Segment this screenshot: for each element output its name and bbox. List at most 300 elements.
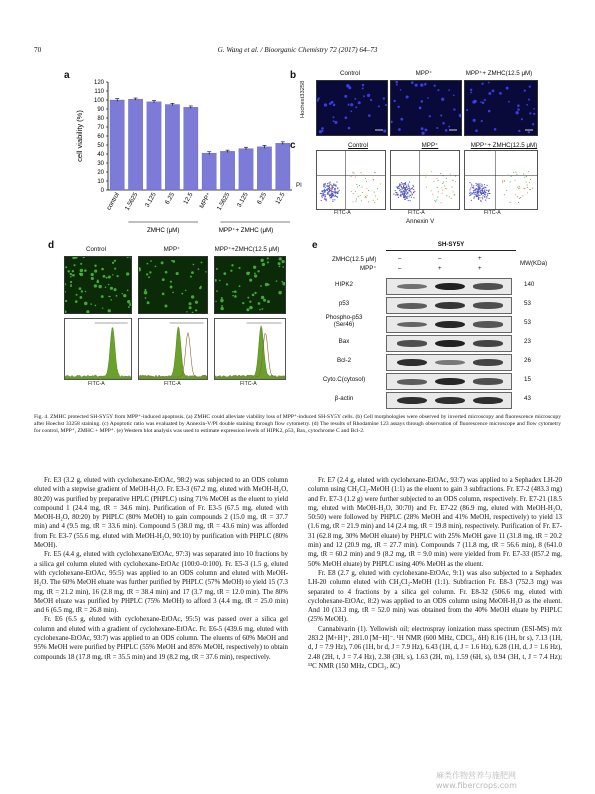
event xyxy=(321,195,322,196)
blot-band xyxy=(397,340,427,346)
blot-band xyxy=(473,397,503,404)
event xyxy=(413,189,414,190)
event xyxy=(502,182,503,183)
cell-spot xyxy=(110,299,112,301)
blot-mw: 53 xyxy=(524,300,531,307)
cell-spot xyxy=(189,306,192,309)
cell-spot xyxy=(253,266,256,269)
event xyxy=(365,196,366,197)
event xyxy=(484,187,485,188)
event xyxy=(442,190,443,191)
event xyxy=(446,195,447,196)
cell-spot xyxy=(91,273,94,276)
event xyxy=(404,197,405,198)
blot-membrane xyxy=(386,335,512,352)
event xyxy=(332,199,333,200)
event xyxy=(411,197,412,198)
nucleus xyxy=(429,115,431,117)
micrograph-d-mpp xyxy=(138,256,208,314)
event xyxy=(426,187,427,188)
nucleus xyxy=(331,101,334,104)
cell-spot xyxy=(216,290,218,292)
cell-spot xyxy=(150,260,152,262)
event xyxy=(479,186,480,187)
cell-spot xyxy=(223,272,226,275)
event xyxy=(483,192,484,193)
paragraph: Fr. E3 (3.2 g, eluted with cyclohexane-EtOAc, 98:2) was subjected to an ODS column eluted with a stepwise gradient of MeOH-H₂O. Fr. E3-3 (67.2 mg, eluted with MeOH-H₂O, 80:20) was purified by preparative HPLC (PHPLC) using 71% MeOH as the eluent to yield compound 1 (24.4 mg, tR = 34.6 min). Purification of Fr. E3-5 (67.5 mg, eluted with MeOH-H₂O, 80:20) by PHPLC (80% MeOH) to gain compounds 2 (15.0 mg, tR = 37.7 min) and 4 (9.5 mg, tR = 33.6 min). Compound 5 (38.0 mg, tR = 43.6 min) was afforded from Fr. E3-7 (55.6 mg, eluted with MeOH-H₂O, 90:10) by purification with PHPLC (80% MeOH). xyxy=(34,477,288,550)
cell-spot xyxy=(254,272,256,274)
nucleus xyxy=(362,87,364,89)
event xyxy=(517,187,518,188)
nucleus xyxy=(532,123,534,125)
cell-spot xyxy=(76,294,78,296)
y-tick-label: 70 xyxy=(97,125,104,131)
blot-row xyxy=(304,371,554,391)
event xyxy=(477,184,478,185)
event xyxy=(426,175,427,176)
cell-spot xyxy=(147,263,149,265)
event xyxy=(484,194,485,195)
flow-plot-control xyxy=(316,150,386,210)
event xyxy=(325,196,326,197)
c-ylabel-pi: PI xyxy=(296,182,302,189)
event xyxy=(408,186,409,187)
nucleus xyxy=(481,83,483,85)
c-col-mpp: MPP⁺ xyxy=(421,142,439,149)
event xyxy=(336,181,337,182)
event xyxy=(479,188,480,189)
y-tick-label: 110 xyxy=(94,89,104,95)
event xyxy=(480,192,481,193)
event xyxy=(395,192,396,193)
event xyxy=(476,183,477,184)
blot-band xyxy=(435,397,465,404)
event xyxy=(377,199,378,200)
event xyxy=(404,199,405,200)
cell-spot xyxy=(171,260,173,262)
blot-band xyxy=(473,302,503,308)
nucleus xyxy=(427,97,429,99)
x-tick-label: 12.5 xyxy=(274,191,287,206)
cell-spot xyxy=(215,301,216,302)
cell-spot xyxy=(164,304,167,307)
bar xyxy=(128,99,142,190)
nucleus xyxy=(494,128,497,131)
event xyxy=(520,197,521,198)
event xyxy=(331,192,332,193)
histogram-fill xyxy=(65,328,131,379)
cell-spot xyxy=(242,302,244,304)
event xyxy=(473,197,474,198)
blot-band xyxy=(397,359,427,366)
cell-spot xyxy=(103,275,106,278)
nucleus xyxy=(526,104,528,106)
nucleus xyxy=(529,112,531,114)
event xyxy=(321,200,322,201)
event xyxy=(322,193,323,194)
event xyxy=(446,181,447,182)
event xyxy=(449,196,450,197)
event xyxy=(441,202,442,203)
cell-spot xyxy=(165,271,168,274)
nucleus xyxy=(393,100,395,102)
event xyxy=(518,202,519,203)
cell-spot xyxy=(198,268,200,270)
event xyxy=(413,186,414,187)
nucleus xyxy=(415,84,418,87)
cell-spot xyxy=(249,301,251,303)
event xyxy=(482,190,483,191)
paragraph: Fr. E6 (6.5 g, eluted with cyclohexane-EtOAc, 95:5) was passed over a silica gel column and eluted with a gradient of cyclohexane-EtOAc. Fr. E6-5 (439.6 mg, eluted with cyclohexane-EtOAc, 93:7) was applied to an ODS column. The eluents of 60% MeOH and 95% MeOH were purified by PHPLC (55% MeOH and 85% MeOH, respectively) to obtain compounds 18 (17.8 mg, tR = 35.5 min) and 19 (8.2 mg, tR = 37.6 min), respectively. xyxy=(34,616,288,661)
paragraph: Fr. E8 (2.7 g, eluted with cyclohexane-EtOAc, 9:1) was also subjected to a Sephadex LH-20 column eluted with CH₂Cl₂-MeOH (1:1). Subfraction Fr. E8-3 (752.3 mg) was separated to 4 fractions by a silica gel column. Fr. E8-32 (506.6 mg, eluted with cyclohexane-EtOAc, 8:2) was applied to an ODS column using MeOH-H₂O as the eluent. And 10 (13.3 mg, tR = 52.0 min) was obtained from the 40% MeOH eluate by PHPLC (25% MeOH). xyxy=(308,569,562,624)
blot-band xyxy=(435,302,465,309)
histogram-control-overlay xyxy=(215,334,285,379)
event xyxy=(522,195,523,196)
blot-band xyxy=(435,321,465,329)
event xyxy=(339,190,340,191)
cell-spot xyxy=(95,305,97,307)
event xyxy=(404,187,405,188)
event xyxy=(406,185,407,186)
cell-spot xyxy=(191,271,194,274)
event xyxy=(407,193,408,194)
cell-spot xyxy=(181,293,183,295)
event xyxy=(332,186,333,187)
event xyxy=(474,196,475,197)
event xyxy=(402,192,403,193)
event xyxy=(330,184,331,185)
x-tick-label: 1.5625 xyxy=(215,191,232,212)
event xyxy=(328,188,329,189)
event xyxy=(410,195,411,196)
event xyxy=(443,182,444,183)
event xyxy=(337,192,338,193)
cell-spot xyxy=(116,275,118,277)
nucleus xyxy=(473,119,476,122)
treatment-sign: + xyxy=(478,255,482,262)
event xyxy=(393,193,394,194)
cell-spot xyxy=(221,307,224,310)
cell-spot xyxy=(139,268,141,271)
nucleus xyxy=(442,122,445,125)
cell-spot xyxy=(232,291,234,293)
watermark: 麻类作物营养与施肥网 www.fibercrops.com xyxy=(436,771,517,790)
panel-label-c: c xyxy=(290,140,296,151)
cell-spot xyxy=(276,280,278,282)
event xyxy=(401,182,402,183)
cell-spot xyxy=(185,290,186,291)
event xyxy=(478,197,479,198)
d-axis-fitc-3: FITC-A xyxy=(240,381,257,387)
nucleus xyxy=(350,103,353,106)
event xyxy=(400,194,401,195)
event xyxy=(407,198,408,199)
caption-text: Fig. 4. ZMHC protected SH-SY5Y from MPP⁺-induced apoptosis. (a) ZMHC could alleviate viability loss of MPP⁺-induced SH-SY5Y cells. (b) Cell morphologies were observed by inverted microscopy and fluorescence microscopy after Hoechst 33258 staining. (c) Apoptotic ratio was evaluated by Annexin-V/PI double staining through flow cytometry. (d) The results of Rhodamine 123 assays through observation of fluorescence microscope and flow cytometry for control, MPP⁺, ZMHC + MPP⁺. (e) Western blot analysis was used to estimate expression levels of HIPK2, p53, Bax, cytochrome C and Bcl-2. xyxy=(34,414,561,435)
viability-bar-chart xyxy=(72,70,300,240)
cell-spot xyxy=(123,294,126,297)
event xyxy=(400,185,401,186)
x-tick-label: 12.5 xyxy=(182,191,195,206)
cell-spot xyxy=(261,308,263,310)
event xyxy=(524,177,525,178)
nucleus xyxy=(445,129,448,132)
c-col-control: Control xyxy=(348,142,368,149)
event xyxy=(436,200,437,201)
blot-band xyxy=(435,283,465,291)
event xyxy=(517,196,518,197)
cell-spot xyxy=(199,287,202,290)
event xyxy=(402,193,403,194)
event xyxy=(479,185,480,186)
event xyxy=(332,195,333,196)
nucleus xyxy=(406,95,409,98)
blot-membrane xyxy=(386,278,512,295)
event xyxy=(331,190,332,191)
cell-spot xyxy=(128,306,130,308)
cell-spot xyxy=(191,295,194,298)
event xyxy=(477,196,478,197)
event xyxy=(353,193,354,194)
event xyxy=(413,192,414,193)
nucleus xyxy=(396,84,398,86)
cell-spot xyxy=(234,290,237,293)
cell-spot xyxy=(83,257,85,258)
event xyxy=(484,189,485,190)
cell-spot xyxy=(172,260,175,263)
cell-spot xyxy=(172,292,174,294)
event xyxy=(479,183,480,184)
cell-spot xyxy=(112,274,113,275)
y-axis-label: cell viability (%) xyxy=(75,110,84,162)
cell-spot xyxy=(85,291,87,293)
blot-mw: 43 xyxy=(524,395,531,402)
bar xyxy=(276,143,290,190)
event xyxy=(401,186,402,187)
cell-spot xyxy=(267,300,270,303)
cell-spot xyxy=(72,257,75,259)
cell-spot xyxy=(161,261,164,264)
event xyxy=(374,172,375,173)
y-tick-label: 120 xyxy=(93,80,104,86)
cell-spot xyxy=(94,265,96,267)
nucleus xyxy=(521,118,523,120)
nucleus xyxy=(397,106,399,108)
cell-spot xyxy=(188,302,191,305)
event xyxy=(334,199,335,200)
c-axis-fitc-1: FITC-A xyxy=(334,210,351,216)
event xyxy=(438,191,439,192)
cell-spot xyxy=(257,270,259,272)
event xyxy=(409,194,410,195)
event xyxy=(482,198,483,199)
cell-spot xyxy=(221,297,223,299)
cell-spot xyxy=(258,302,261,305)
blot-row xyxy=(304,314,554,334)
blot-protein-label: Bax xyxy=(338,338,350,345)
cell-spot xyxy=(106,277,108,279)
event xyxy=(401,189,402,190)
nucleus xyxy=(358,101,361,104)
event xyxy=(355,177,356,178)
cell-spot xyxy=(70,273,72,275)
nucleus xyxy=(448,89,450,91)
event xyxy=(477,193,478,194)
event xyxy=(334,189,335,190)
nucleus xyxy=(533,113,535,115)
cell-spot xyxy=(147,301,150,304)
histogram-fill xyxy=(215,326,285,379)
event xyxy=(485,200,486,201)
cell-spot xyxy=(263,299,266,302)
bar xyxy=(147,102,161,190)
event xyxy=(368,201,369,202)
cell-spot xyxy=(108,296,109,297)
event xyxy=(336,196,337,197)
group-label-zmhc: ZMHC (μM) xyxy=(146,227,180,234)
c-axis-fitc-2: FITC-A xyxy=(408,210,425,216)
figure-caption xyxy=(34,414,561,436)
blot-protein-label: HIPK2 xyxy=(335,281,353,288)
event xyxy=(481,194,482,195)
event xyxy=(400,195,401,196)
nucleus xyxy=(420,100,423,103)
b-col-control: Control xyxy=(340,70,360,77)
blot-row xyxy=(304,333,554,353)
event xyxy=(523,174,524,175)
e-title-rule xyxy=(386,250,516,251)
event xyxy=(354,173,355,174)
nucleus xyxy=(466,109,468,111)
event xyxy=(478,184,479,185)
event xyxy=(324,184,325,185)
cell-spot xyxy=(68,270,70,272)
event xyxy=(406,187,407,188)
event xyxy=(438,180,439,181)
event xyxy=(328,191,329,192)
nucleus xyxy=(363,95,365,97)
nucleus xyxy=(324,103,327,106)
event xyxy=(398,197,399,198)
nucleus xyxy=(348,104,350,106)
event xyxy=(489,189,490,190)
e-zmhc-label: ZMHC(12.5 μM) xyxy=(332,256,377,263)
event xyxy=(485,192,486,193)
cell-spot xyxy=(279,265,281,267)
cell-spot xyxy=(149,271,151,273)
cell-spot xyxy=(70,281,72,283)
treatment-sign: – xyxy=(398,255,402,262)
cell-spot xyxy=(176,272,179,275)
nucleus xyxy=(425,129,428,132)
event xyxy=(335,193,336,194)
paragraph: Fr. E7 (2.4 g, eluted with cyclohexane-EtOAc, 93:7) was applied to a Sephadex LH-20 column using CH₂Cl₂-MeOH (1:1) as the eluent to gain 3 subfractions. Fr. E7-2 (483.3 mg) and Fr. E7-3 (1.2 g) were further subjected to an ODS column, respectively. Fr. E7-21 (18.5 mg, eluted with MeOH-H₂O, 30:70) and Fr. E7-22 (86.9 mg, eluted with MeOH-H₂O, 50:50) were followed by PHPLC (28% MeOH and 41% MeOH, respectively) to yield 13 (1.6 mg, tR = 21.9 min) and 14 (2.4 mg, tR = 19.8 min), respectively. Purification of Fr. E7-31 (62.8 mg, 30% MeOH eluate) by PHPLC with 25% MeOH gave 11 (31.8 mg, tR = 20.2 min) and 12 (20.9 mg, tR = 27.7 min). Compounds 7 (11.8 mg, tR = 56.6 min), 8 (641.0 mg, tR = 60.2 min) and 9 (8.2 mg, tR = 9.0 min) were yielded from Fr. E7-33 (857.2 mg, 50% MeOH eluate) by PHPLC using 40% MeOH as the eluent. xyxy=(308,477,562,568)
event xyxy=(431,190,432,191)
event xyxy=(530,179,531,180)
event xyxy=(489,198,490,199)
cell-spot xyxy=(220,299,223,302)
cell-spot xyxy=(278,262,281,265)
nucleus xyxy=(385,104,387,106)
blot-protein-label: Cyto.C(cytosol) xyxy=(322,376,366,383)
cell-spot xyxy=(192,312,194,313)
blot-protein-label: β-actin xyxy=(334,395,354,402)
event xyxy=(395,194,396,195)
cell-spot xyxy=(148,276,150,278)
bar xyxy=(257,147,271,190)
paragraph: Cannabivarin (1). Yellowish oil; electrospray ionization mass spectrum (ESI-MS) m/z 283.2 [M+H]⁺, 281.0 [M−H]⁻. ¹H NMR (600 MHz, CDCl₃, δH) 8.16 (1H, br s), 7.13 (1H, d, J = 7.9 Hz), 7.06 (1H, br d, J = 7.9 Hz), 6.43 (1H, d, J = 1.6 Hz), 6.28 (1H, d, J = 1.6 Hz), 2.48 (2H, t, J = 7.4 Hz), 2.38 (3H, s), 1.63 (2H, m), 1.59 (6H, s), 0.94 (3H, t, J = 7.4 Hz); ¹³C NMR (150 MHz, CDCl₃, δC) xyxy=(308,625,562,670)
event xyxy=(320,193,321,194)
blot-mw: 23 xyxy=(524,338,531,345)
nucleus xyxy=(533,108,535,110)
cell-spot xyxy=(145,297,147,299)
treatment-sign: – xyxy=(438,255,442,262)
event xyxy=(407,192,408,193)
nucleus xyxy=(354,98,356,100)
event xyxy=(402,188,403,189)
event xyxy=(408,183,409,184)
event xyxy=(408,200,409,201)
event xyxy=(482,197,483,198)
cell-spot xyxy=(230,270,232,272)
event xyxy=(441,187,442,188)
blot-band xyxy=(397,379,427,385)
event xyxy=(323,184,324,185)
c-col-mpp-zmhc: MPP⁺+ ZMHC(12.5 μM) xyxy=(470,142,538,149)
event xyxy=(331,196,332,197)
blot-band xyxy=(473,359,503,366)
nucleus xyxy=(480,101,482,103)
event xyxy=(367,195,368,196)
blot-band xyxy=(473,340,503,347)
histogram-control xyxy=(64,318,132,380)
cell-spot xyxy=(232,295,234,297)
blot-protein-label: p53 xyxy=(338,300,350,307)
event xyxy=(360,195,361,196)
blot-protein-label: Phospho-p53 (Ser46) xyxy=(325,314,363,328)
bar xyxy=(202,153,216,190)
blot-membrane xyxy=(386,354,512,371)
event xyxy=(321,193,322,194)
event xyxy=(487,193,488,194)
cell-spot xyxy=(75,300,78,303)
y-tick-label: 40 xyxy=(97,152,104,158)
event xyxy=(335,185,336,186)
nucleus xyxy=(515,111,518,114)
event xyxy=(351,191,352,192)
cell-spot xyxy=(108,284,110,286)
event xyxy=(455,176,456,177)
event xyxy=(361,200,362,201)
b-col-mpp-zmhc: MPP⁺+ ZMHC(12.5 μM) xyxy=(465,70,533,77)
event xyxy=(365,178,366,179)
event xyxy=(474,194,475,195)
event xyxy=(405,182,406,183)
blot-band xyxy=(397,397,427,404)
histogram-mpp xyxy=(138,318,208,380)
blot-membrane xyxy=(386,316,512,333)
event xyxy=(516,172,517,173)
event xyxy=(431,171,432,172)
cell-spot xyxy=(80,269,83,272)
cell-spot xyxy=(114,260,116,262)
cell-spot xyxy=(231,264,233,266)
treatment-sign: + xyxy=(438,265,442,272)
event xyxy=(326,200,327,201)
cell-spot xyxy=(282,266,284,268)
cell-spot xyxy=(260,285,262,287)
event xyxy=(329,185,330,186)
event xyxy=(529,182,530,183)
